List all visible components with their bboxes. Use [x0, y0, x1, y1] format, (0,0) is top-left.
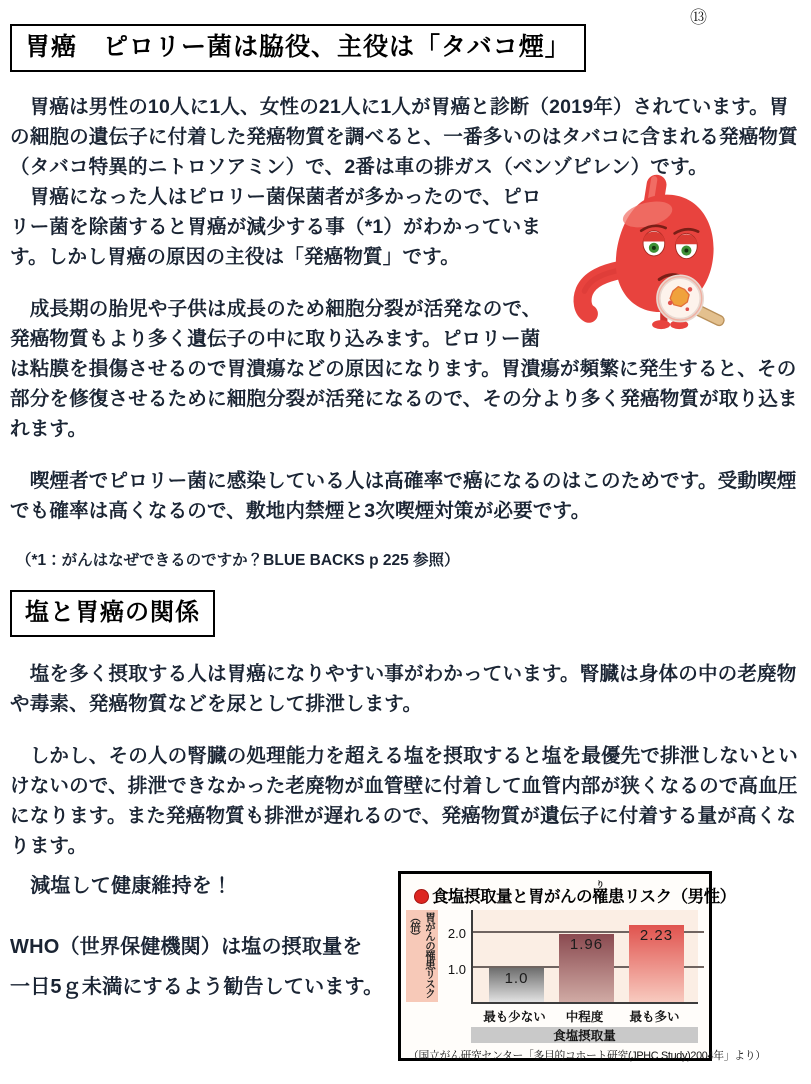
- chart-x-labels: [471, 1004, 698, 1024]
- bar-最も多い: [629, 925, 684, 1002]
- magnifier-icon: [658, 277, 725, 327]
- bar-value-label: 1.0: [504, 969, 529, 987]
- chart-plot-area: [471, 910, 698, 1004]
- section1-title-box: [10, 24, 586, 72]
- section2-title-box: [10, 590, 215, 637]
- salt-risk-chart: [398, 871, 766, 1063]
- y-tick-label: 1.0: [447, 961, 466, 977]
- salt-slogan: 減塩して健康維持を！: [10, 875, 233, 898]
- bar-中程度: [559, 934, 614, 1002]
- bottom-section: [10, 871, 801, 1067]
- bar-value-label: 2.23: [639, 926, 674, 944]
- chart-source: （国立がん研究センター「多目的コホート研究(JPHC Study)2004年」より）: [408, 1050, 766, 1063]
- page-number: ⑬: [690, 8, 707, 27]
- section1-paragraph-4: 喫煙者でピロリー菌に感染している人は高確率で癌になるのはこのためです。受動喫煙でも確率は高くなるので、敷地内禁煙と3次喫煙対策が必要です。: [10, 470, 797, 523]
- section2-paragraph-2: しかし、その人の腎臓の処理能力を超える塩を摂取すると塩を最優先で排泄しないといけないので、排泄できなかった老廃物が血管壁に付着して血管内部が狭くなるので高血圧になります。また発癌物質も排泄が遅れるので、発癌物質が遺伝子に付着する量が高くなります。: [10, 745, 799, 858]
- chart-x-axis-band: 食塩摂取量: [471, 1027, 698, 1043]
- x-category-label: 最も少ない: [483, 1010, 546, 1025]
- section2-paragraph-1: 塩を多く摂取する人は胃癌になりやすい事がわかっています。腎臓は身体の中の老廃物や毒素、発癌物質などを尿として排泄します。: [10, 663, 797, 716]
- x-category-label: 最も多い: [629, 1010, 680, 1025]
- section2-title: 塩と胃癌の関係: [25, 599, 200, 627]
- section1-paragraph-1: 胃癌は男性の10人に1人、女性の21人に1人が胃癌と診断（2019年）されています。胃の細胞の遺伝子に付着した発癌物質を調べると、一番多いのはタバコに含まれる発癌物質（タバコ特異的ニトロソアミン）で、2番は車の排ガス（ベンゾピレン）です。: [10, 96, 798, 179]
- chart-y-ticks: [438, 910, 471, 1004]
- x-category-label: 中程度: [565, 1010, 604, 1025]
- who-recommendation: WHO（世界保健機関）は塩の摂取量を 一日5ｇ未満にするよう勧告しています。: [10, 936, 384, 999]
- footnote: （*1：がんはなぜできるのですか？BLUE BACKS p 225 参照）: [16, 552, 460, 570]
- chart-title: 食塩摂取量と胃がんの罹り患リスク（男性）: [432, 880, 736, 907]
- red-bullet-icon: [414, 889, 429, 904]
- stomach-illustration: [553, 172, 801, 330]
- section1-paragraph-2: 胃癌になった人はピロリー菌保菌者が多かったので、ピロリー菌を除菌すると胃癌が減少する事（*1）がわかっています。しかし胃癌の原因の主役は「発癌物質」です。: [10, 186, 542, 269]
- section1-paragraph-3: 成長期の胎児や子供は成長のため細胞分裂が活発なので、発癌物質もより多く遺伝子の中に取り込みます。ピロリー菌は粘膜を損傷させるので胃潰瘍などの原因になります。胃潰瘍が頻繁に発生すると、その部分を修復させるために細胞分裂が活発になるので、その分より多く発癌物質が取り込まれます。: [10, 298, 798, 441]
- bar-最も少ない: [489, 968, 544, 1003]
- section1-title: 胃癌 ピロリー菌は脇役、主役は「タバコ煙」: [25, 33, 571, 61]
- y-tick-label: 2.0: [447, 926, 466, 942]
- chart-y-axis-label: 胃がんの罹患リスク（倍）: [406, 910, 438, 1002]
- bar-value-label: 1.96: [569, 936, 604, 954]
- sad-stomach-icon: [553, 172, 753, 330]
